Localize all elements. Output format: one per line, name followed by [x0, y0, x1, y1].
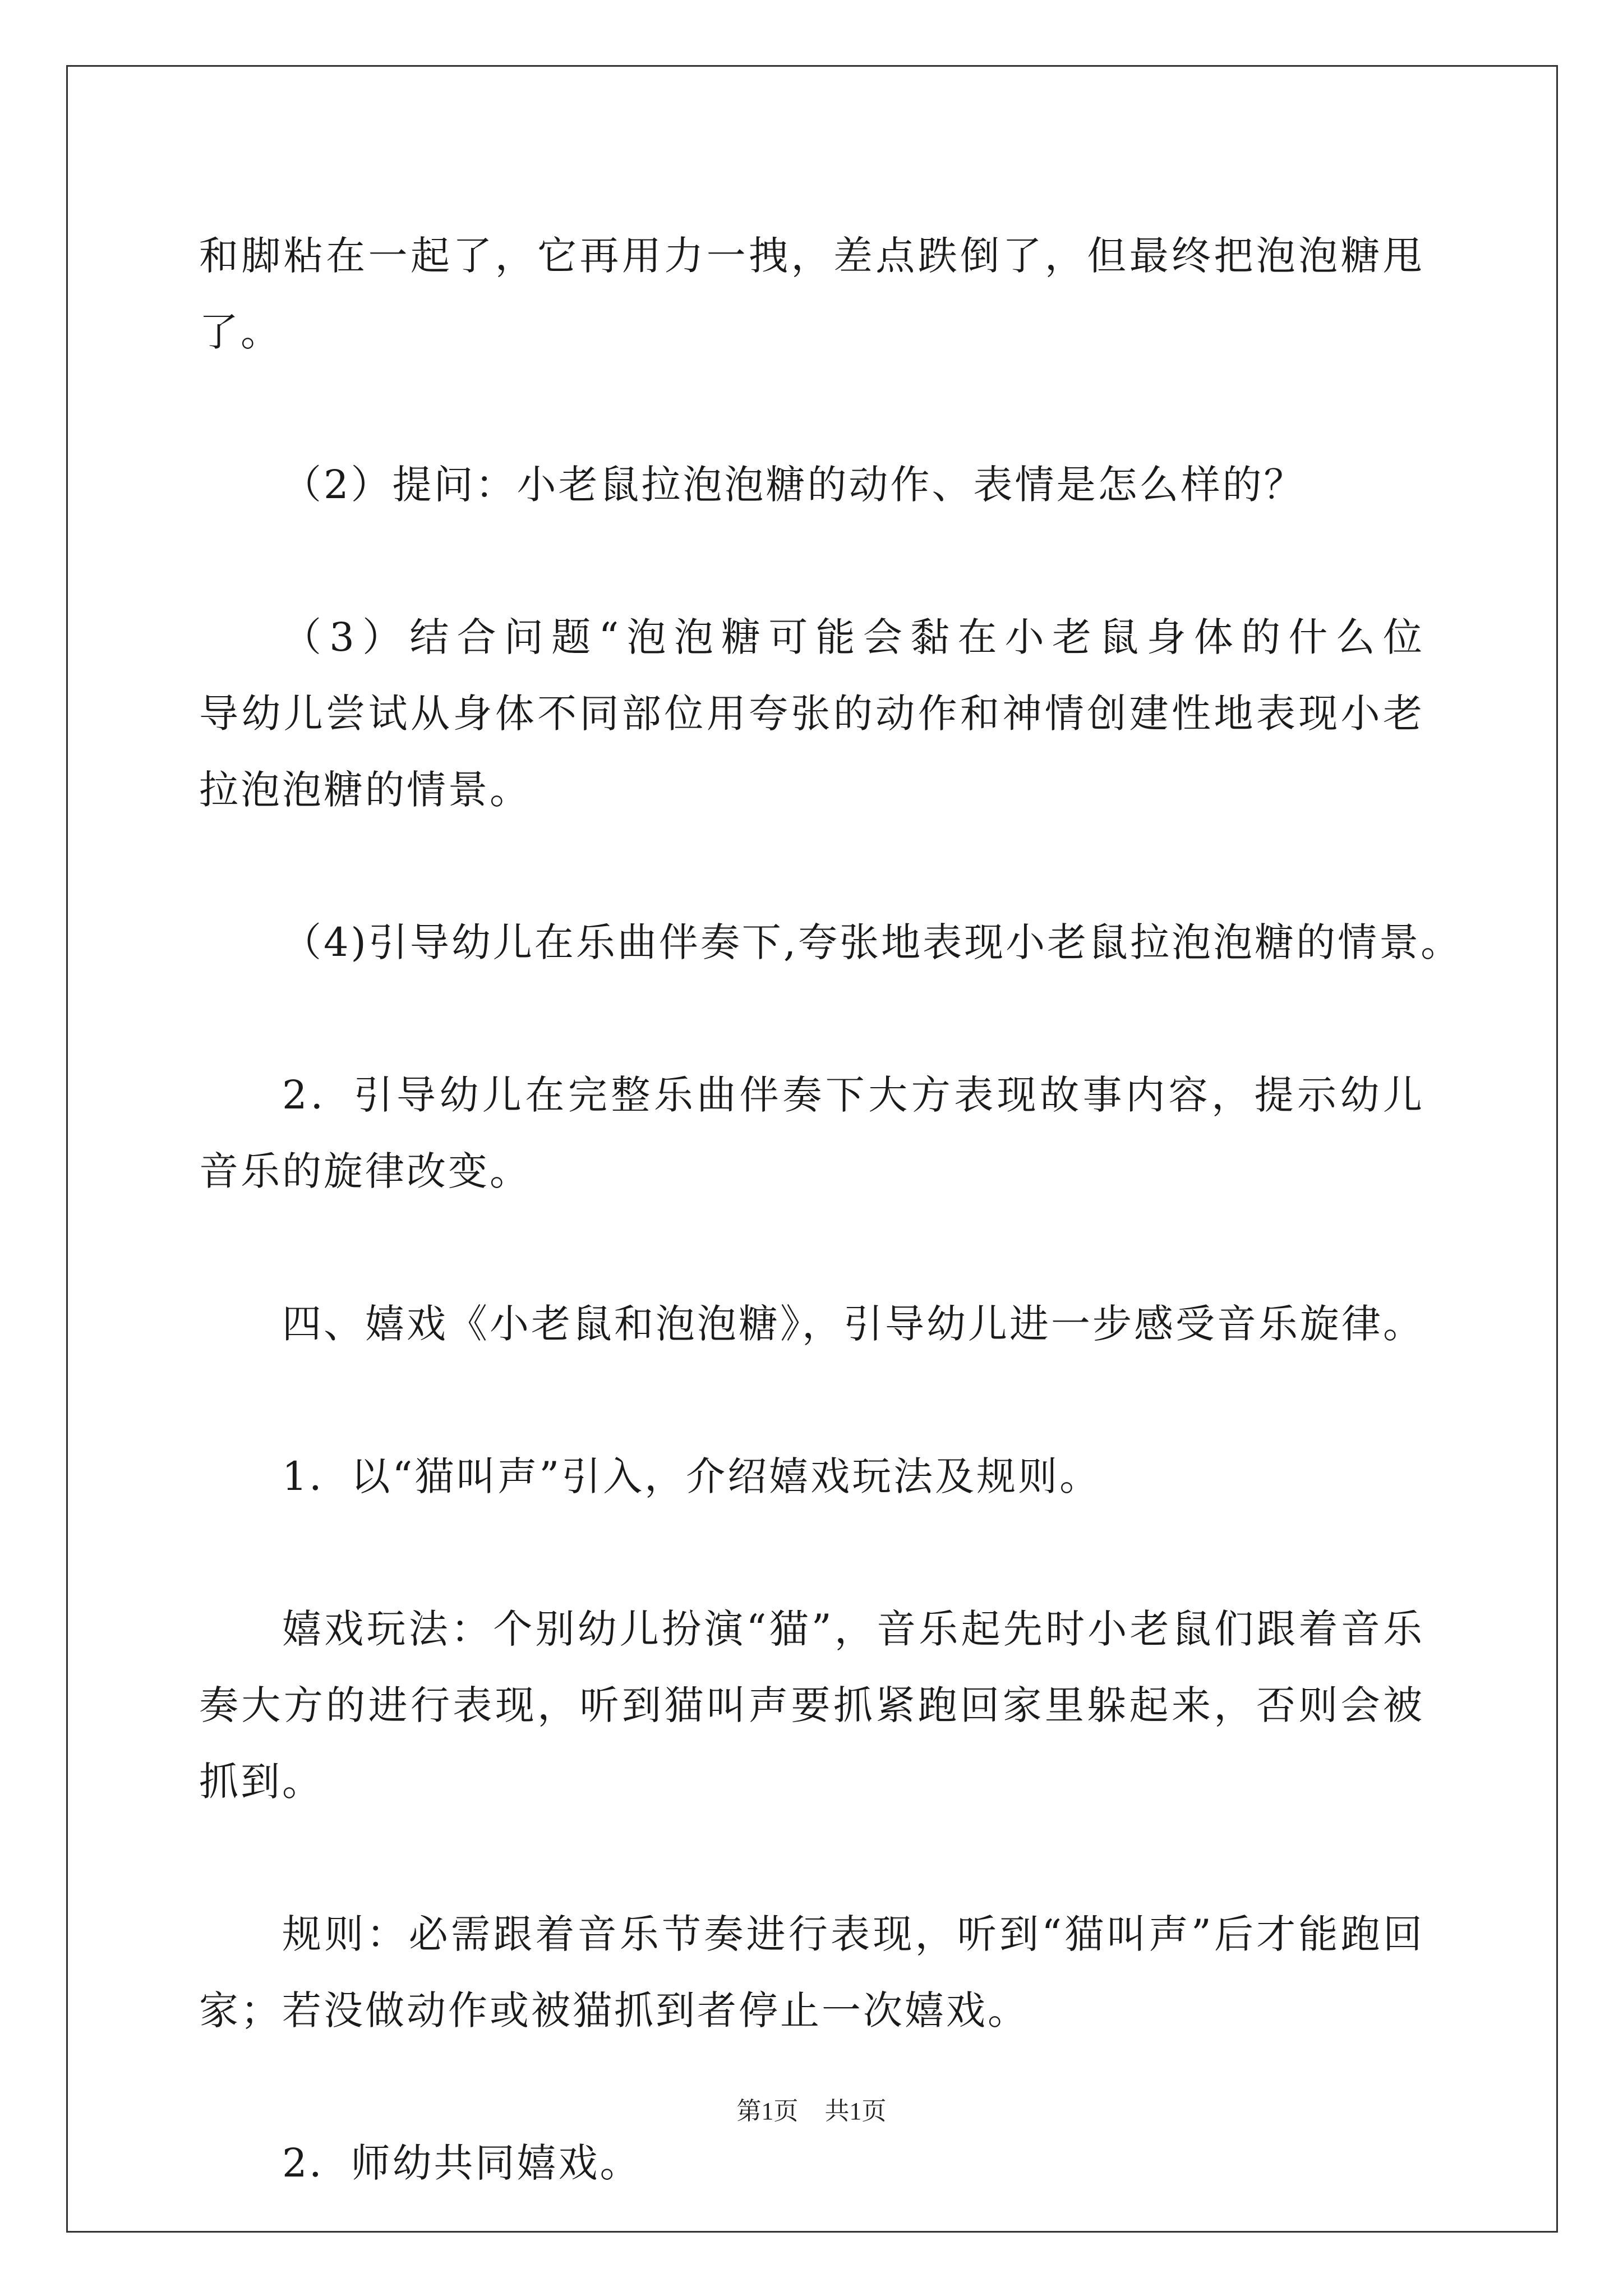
paragraph-line: 奏大方的进行表现，听到猫叫声要抓紧跑回家里躲起来，否则会被 — [199, 1682, 1424, 1728]
paragraph-line: （4)引导幼儿在乐曲伴奏下,夸张地表现小老鼠拉泡泡糖的情景。 — [282, 919, 1463, 965]
paragraph-line: 2．师幼共同嬉戏。 — [282, 2140, 642, 2186]
page-number: 第1页 — [736, 2097, 799, 2125]
document-body — [199, 218, 1463, 2201]
paragraph-line: 了。 — [199, 309, 282, 355]
paragraph-line: 规则：必需跟着音乐节奏进行表现，听到“猫叫声”后才能跑回 — [282, 1911, 1424, 1957]
paragraph-line: 拉泡泡糖的情景。 — [199, 767, 531, 813]
paragraph-line: 家；若没做动作或被猫抓到者停止一次嬉戏。 — [199, 1987, 1029, 2033]
page-footer — [0, 2091, 1623, 2127]
paragraph-line: 1．以“猫叫声”引入，介绍嬉戏玩法及规则。 — [282, 1453, 1101, 1499]
paragraph-line: 导幼儿尝试从身体不同部位用夸张的动作和神情创建性地表现小老 — [199, 691, 1424, 737]
total-pages: 共1页 — [824, 2097, 887, 2125]
paragraph-line: （3）结合问题“泡泡糖可能会黏在小老鼠身体的什么位 — [282, 614, 1424, 660]
paragraph-line: 抓到。 — [199, 1759, 324, 1805]
paragraph-line: 和脚粘在一起了，它再用力一拽，差点跌倒了，但最终把泡泡糖甩 — [199, 233, 1424, 279]
paragraph-line: 四、嬉戏《小老鼠和泡泡糖》，引导幼儿进一步感受音乐旋律。 — [282, 1301, 1424, 1347]
paragraph-line: （2）提问：小老鼠拉泡泡糖的动作、表情是怎么样的？ — [282, 462, 1306, 508]
paragraph-line: 2．引导幼儿在完整乐曲伴奏下大方表现故事内容，提示幼儿 — [282, 1072, 1424, 1118]
paragraph-line: 嬉戏玩法：个别幼儿扮演“猫”，音乐起先时小老鼠们跟着音乐 — [282, 1606, 1424, 1652]
paragraph-line: 音乐的旋律改变。 — [199, 1148, 531, 1194]
